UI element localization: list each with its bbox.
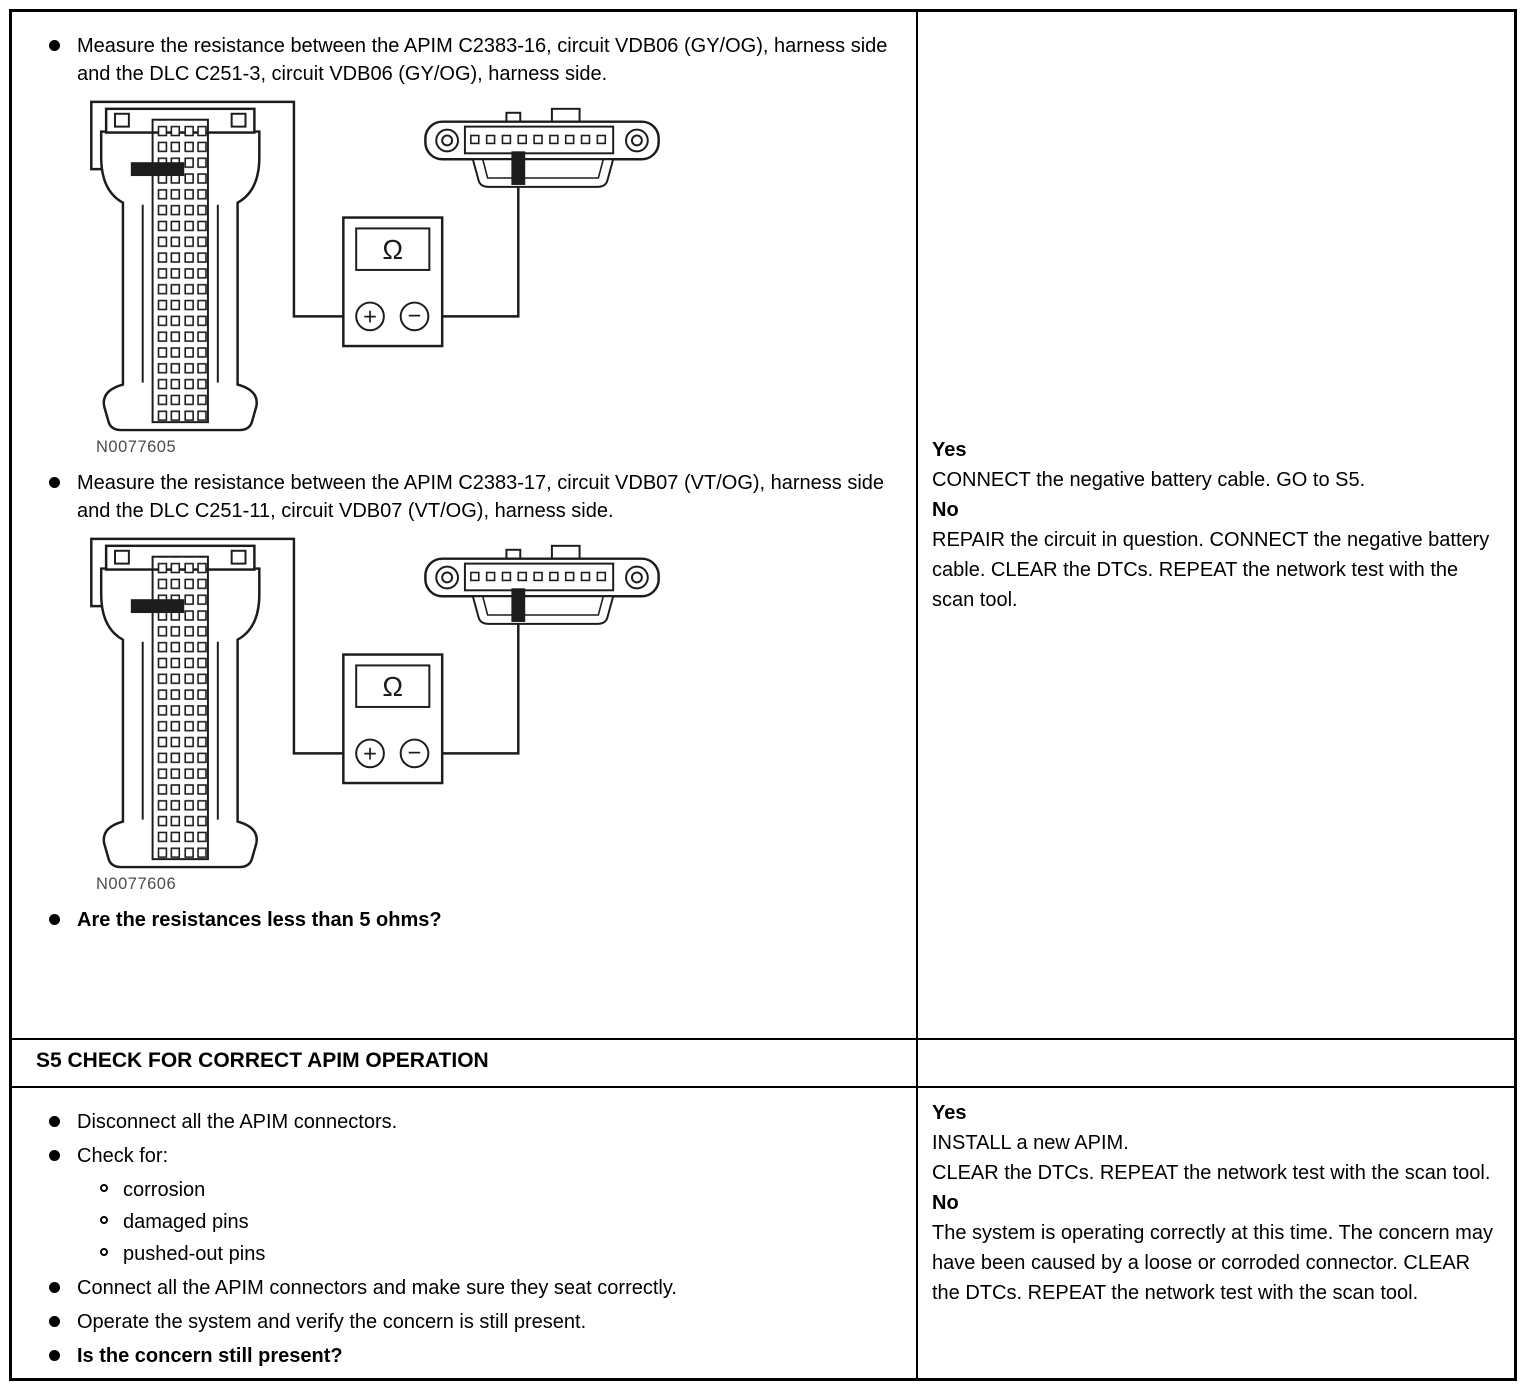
- figure-image: [80, 94, 666, 435]
- yes-label: Yes: [932, 439, 967, 461]
- bullet-icon: [49, 477, 60, 488]
- figure-label: N0077606: [96, 875, 177, 893]
- step-item: [36, 1308, 896, 1336]
- section-header-row-s5: [12, 1038, 1514, 1086]
- test-step-cell-s4: [12, 12, 918, 1038]
- pinpoint-test-table: [9, 9, 1517, 1381]
- question-text: Is the concern still present?: [77, 1345, 343, 1367]
- check-item: [88, 1176, 896, 1204]
- test-row-s5: [12, 1086, 1514, 1378]
- figure-image: [80, 531, 666, 872]
- step-item: [36, 1274, 896, 1302]
- wiring-figure-2: [80, 531, 896, 894]
- yes-action: CONNECT the negative battery cable. GO to S5.: [932, 469, 1366, 491]
- step-text: Disconnect all the APIM connectors.: [77, 1111, 398, 1133]
- bullet-icon: [49, 1316, 60, 1327]
- results-cell-s4: [918, 12, 1514, 1038]
- circle-bullet-icon: [100, 1216, 108, 1224]
- yes-action-line1: INSTALL a new APIM.: [932, 1132, 1129, 1154]
- step-text: Connect all the APIM connectors and make sure they seat correctly.: [77, 1277, 677, 1299]
- bullet-icon: [49, 1150, 60, 1161]
- step-item: [36, 1108, 896, 1136]
- no-action: The system is operating correctly at this time. The concern may have been caused by a loose or corroded connector. CLEAR the DTCs. REPEAT the network test with the scan tool.: [932, 1222, 1493, 1304]
- wiring-figure-1: [80, 94, 896, 457]
- bullet-icon: [49, 40, 60, 51]
- section-header-spacer: [918, 1040, 1514, 1086]
- yes-label: Yes: [932, 1102, 967, 1124]
- check-item: [88, 1208, 896, 1236]
- test-row-s4: [12, 12, 1514, 1038]
- step-item: [36, 32, 896, 88]
- step-item: [36, 469, 896, 525]
- question-text: Are the resistances less than 5 ohms?: [77, 909, 442, 931]
- bullet-icon: [49, 914, 60, 925]
- bullet-icon: [49, 1282, 60, 1293]
- question-item: [36, 1342, 896, 1370]
- no-action: REPAIR the circuit in question. CONNECT the negative battery cable. CLEAR the DTCs. REPEAT the network test with the scan tool.: [932, 529, 1490, 611]
- step-text: Check for:: [77, 1145, 169, 1167]
- results-cell-s5: [918, 1088, 1514, 1378]
- step-text: Measure the resistance between the APIM C2383-17, circuit VDB07 (VT/OG), harness side and the DLC C251-11, circuit VDB07 (VT/OG), harness side.: [77, 472, 885, 522]
- check-text: pushed-out pins: [123, 1243, 266, 1265]
- no-label: No: [932, 1192, 959, 1214]
- section-header-s5: S5 CHECK FOR CORRECT APIM OPERATION: [12, 1040, 918, 1086]
- figure-label: N0077605: [96, 438, 177, 456]
- step-text: Measure the resistance between the APIM C2383-16, circuit VDB06 (GY/OG), harness side and the DLC C251-3, circuit VDB06 (GY/OG), harness side.: [77, 35, 888, 85]
- bullet-icon: [49, 1116, 60, 1127]
- step-text: Operate the system and verify the concern is still present.: [77, 1311, 587, 1333]
- no-label: No: [932, 499, 959, 521]
- check-text: corrosion: [123, 1179, 206, 1201]
- circle-bullet-icon: [100, 1248, 108, 1256]
- check-text: damaged pins: [123, 1211, 249, 1233]
- check-item: [88, 1240, 896, 1268]
- bullet-icon: [49, 1350, 60, 1361]
- yes-action-line2: CLEAR the DTCs. REPEAT the network test with the scan tool.: [932, 1162, 1491, 1184]
- question-item: [36, 906, 896, 934]
- circle-bullet-icon: [100, 1184, 108, 1192]
- test-step-cell-s5: [12, 1088, 918, 1378]
- step-item: [36, 1142, 896, 1170]
